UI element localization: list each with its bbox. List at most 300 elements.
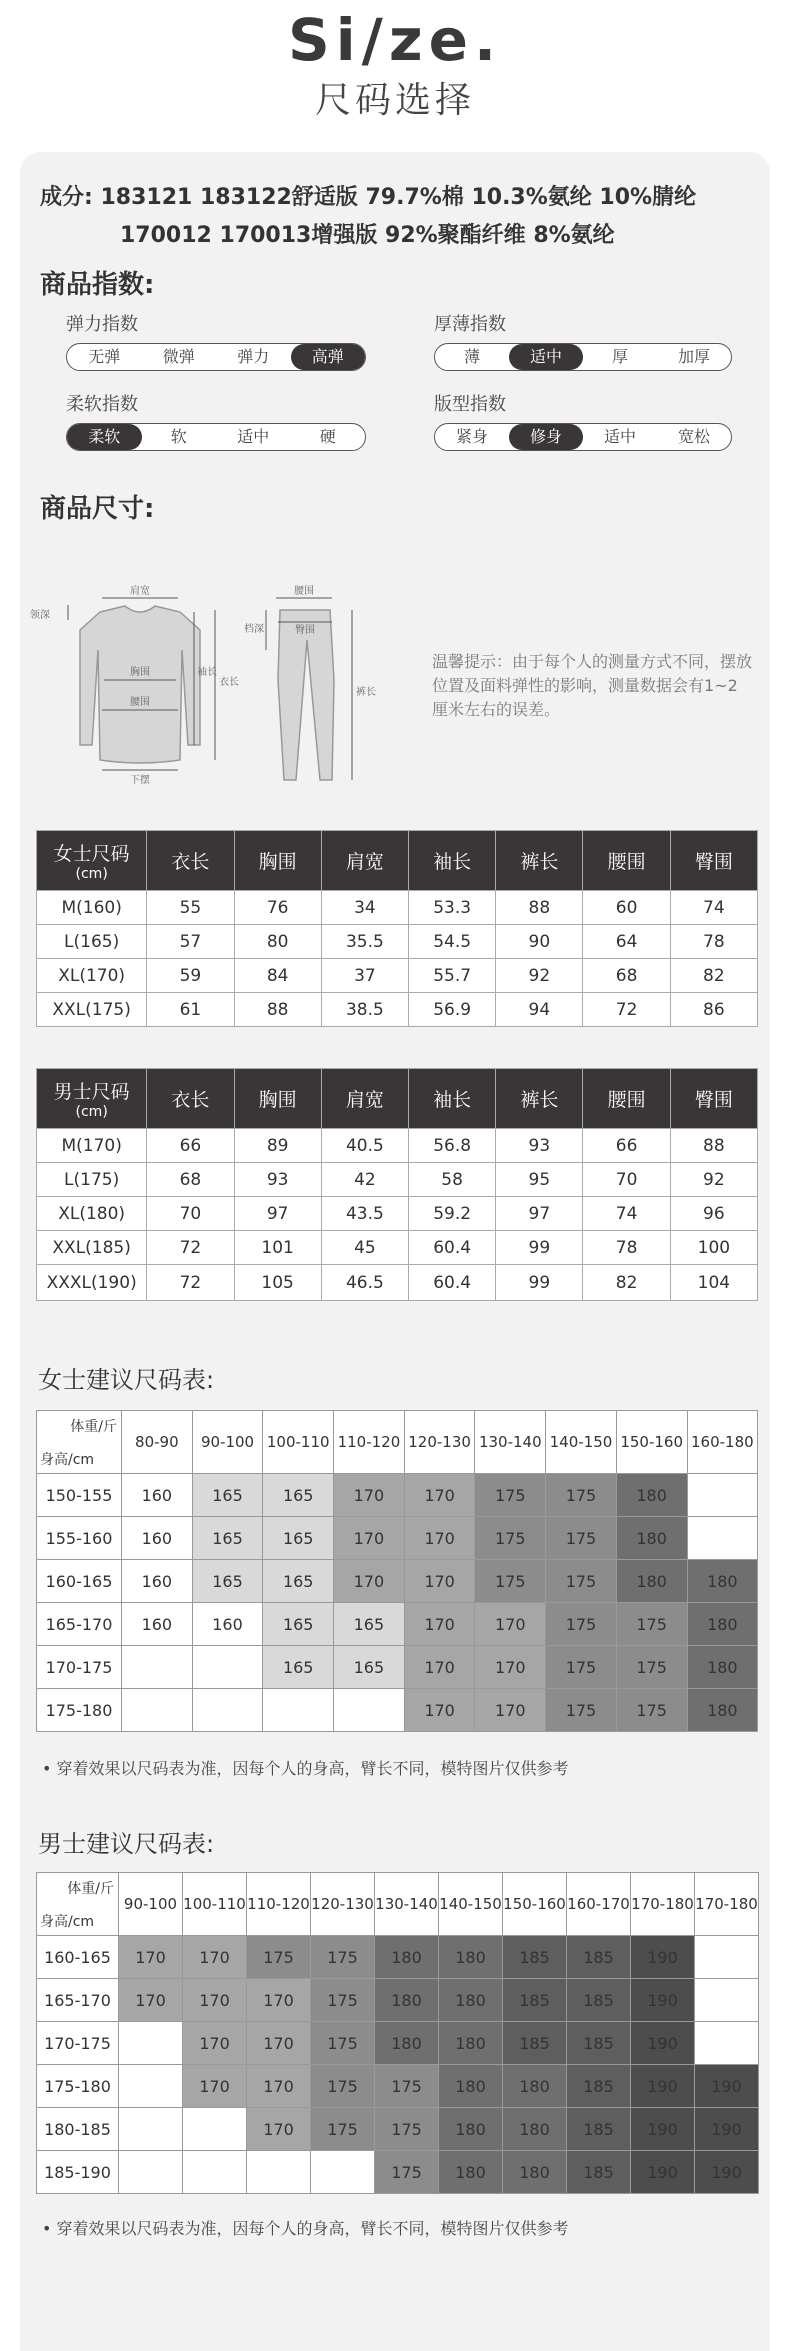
composition-line-2: 170012 170013增强版 92%聚酯纤维 8%氨纶 [120, 223, 615, 248]
rec-size-cell: 190 [631, 2151, 695, 2194]
diagram-label-waist: 腰围 [130, 697, 150, 708]
height-label: 175-180 [37, 2065, 119, 2108]
table-cell: 60 [583, 891, 670, 925]
rec-size-cell: 180 [503, 2065, 567, 2108]
table-cell: 100 [670, 1231, 757, 1265]
diagram-label-chest: 胸围 [130, 667, 150, 678]
table-cell: 70 [147, 1197, 234, 1231]
column-header: 肩宽 [321, 831, 408, 891]
rec-size-cell: 170 [183, 1979, 247, 2022]
table-cell: 104 [670, 1265, 757, 1301]
height-label: 170-175 [37, 2022, 119, 2065]
table-cell: 74 [583, 1197, 670, 1231]
thickness-option-selected: 适中 [509, 344, 583, 370]
rec-corner-cell [37, 1411, 122, 1474]
rec-size-cell: 175 [311, 1936, 375, 1979]
table-cell: 60.4 [409, 1231, 496, 1265]
fit-scale [434, 423, 732, 451]
column-header: 臀围 [670, 831, 757, 891]
table-row [37, 925, 758, 959]
column-header: 胸围 [234, 831, 321, 891]
rec-row [37, 1517, 758, 1560]
rec-size-cell [695, 2022, 759, 2065]
table-cell: 68 [147, 1163, 234, 1197]
table-cell: 99 [496, 1265, 583, 1301]
table-cell: 97 [496, 1197, 583, 1231]
rec-size-cell: 180 [439, 2108, 503, 2151]
rec-size-cell: 175 [247, 1936, 311, 1979]
rec-size-cell: 180 [503, 2151, 567, 2194]
rec-size-cell: 175 [546, 1517, 617, 1560]
shirt-outline [80, 606, 200, 763]
men-rec-title: 男士建议尺码表: [38, 1830, 215, 1858]
weight-header: 130-140 [475, 1411, 546, 1474]
rec-size-cell: 165 [263, 1646, 334, 1689]
table-cell: 42 [321, 1163, 408, 1197]
table-cell: 72 [147, 1265, 234, 1301]
fit-label: 版型指数 [434, 394, 506, 415]
weight-header: 160-180 [687, 1411, 758, 1474]
rec-header-row [37, 1411, 758, 1474]
rec-size-cell: 175 [546, 1560, 617, 1603]
rec-row [37, 2151, 759, 2194]
softness-option: 适中 [237, 427, 270, 446]
rec-size-cell: 170 [334, 1474, 405, 1517]
rec-size-cell [247, 2151, 311, 2194]
diagram-label-shoulder: 肩宽 [130, 586, 150, 597]
rec-size-cell: 175 [375, 2108, 439, 2151]
rec-size-cell: 175 [475, 1560, 546, 1603]
table-cell: 57 [147, 925, 234, 959]
table-cell: L(165) [37, 925, 147, 959]
rec-row [37, 1603, 758, 1646]
table-cell: XXL(175) [37, 993, 147, 1027]
rec-size-cell: 175 [311, 1979, 375, 2022]
rec-size-cell: 175 [546, 1474, 617, 1517]
thickness-option: 薄 [463, 347, 480, 366]
height-label: 175-180 [37, 1689, 122, 1732]
rec-size-cell: 175 [616, 1646, 687, 1689]
rec-size-cell: 185 [567, 2065, 631, 2108]
rec-size-cell: 185 [503, 2022, 567, 2065]
rec-size-cell: 165 [263, 1517, 334, 1560]
rec-size-cell: 170 [404, 1603, 475, 1646]
table-cell: 88 [670, 1129, 757, 1163]
table-row [37, 1265, 758, 1301]
table-cell: 88 [234, 993, 321, 1027]
table-cell: 90 [496, 925, 583, 959]
table-row [37, 1129, 758, 1163]
table-cell: 84 [234, 959, 321, 993]
size-table-header-row [37, 1069, 758, 1129]
rec-size-cell: 190 [631, 2108, 695, 2151]
rec-size-cell: 180 [439, 2022, 503, 2065]
table-cell: 72 [147, 1231, 234, 1265]
weight-header: 110-120 [334, 1411, 405, 1474]
table-cell: 68 [583, 959, 670, 993]
men-rec-table [36, 1872, 759, 2194]
table-cell: 94 [496, 993, 583, 1027]
table-cell: 80 [234, 925, 321, 959]
table-cell: 66 [583, 1129, 670, 1163]
rec-size-cell [263, 1689, 334, 1732]
table-cell: 56.8 [409, 1129, 496, 1163]
rec-size-cell: 175 [546, 1689, 617, 1732]
rec-size-cell: 180 [375, 1936, 439, 1979]
diagram-label-hem: 下摆 [130, 775, 150, 786]
rec-size-cell: 160 [122, 1517, 193, 1560]
rec-corner [37, 1412, 121, 1473]
rec-size-cell [695, 1936, 759, 1979]
rec-size-cell: 160 [122, 1560, 193, 1603]
rec-size-cell: 180 [439, 1979, 503, 2022]
table-cell: 101 [234, 1231, 321, 1265]
rec-size-cell: 180 [616, 1517, 687, 1560]
rec-size-cell: 180 [375, 2022, 439, 2065]
table-cell: 59.2 [409, 1197, 496, 1231]
table-cell: 45 [321, 1231, 408, 1265]
rec-size-cell: 185 [567, 2022, 631, 2065]
rec-row [37, 2022, 759, 2065]
height-label: 180-185 [37, 2108, 119, 2151]
rec-row [37, 1474, 758, 1517]
rec-size-cell [119, 2065, 183, 2108]
rec-size-cell: 170 [475, 1646, 546, 1689]
table-cell: 78 [670, 925, 757, 959]
rec-size-cell: 180 [687, 1689, 758, 1732]
thickness-label: 厚薄指数 [434, 314, 506, 335]
table-cell: 38.5 [321, 993, 408, 1027]
elasticity-option: 无弹 [88, 347, 121, 366]
rec-size-cell: 170 [247, 2022, 311, 2065]
rec-size-cell: 170 [475, 1603, 546, 1646]
rec-size-cell: 170 [404, 1517, 475, 1560]
rec-size-cell: 180 [503, 2108, 567, 2151]
rec-size-cell: 175 [616, 1689, 687, 1732]
women-size-table [36, 830, 758, 1027]
table-cell: L(175) [37, 1163, 147, 1197]
rec-size-cell: 170 [183, 2065, 247, 2108]
rec-size-cell: 170 [247, 1979, 311, 2022]
size-header-unit: (cm) [75, 866, 108, 882]
table-row [37, 1197, 758, 1231]
table-cell: 82 [670, 959, 757, 993]
garment-measurement-diagram [30, 570, 410, 790]
rec-size-cell: 160 [122, 1474, 193, 1517]
rec-size-cell: 175 [311, 2108, 375, 2151]
table-cell: 58 [409, 1163, 496, 1197]
rec-size-cell: 180 [439, 2151, 503, 2194]
height-label: 165-170 [37, 1603, 122, 1646]
rec-size-cell: 175 [475, 1517, 546, 1560]
rec-size-cell: 170 [183, 2022, 247, 2065]
page-subtitle: 尺码选择 [314, 80, 475, 121]
table-cell: 35.5 [321, 925, 408, 959]
rec-size-cell: 190 [695, 2065, 759, 2108]
rec-size-cell: 165 [334, 1603, 405, 1646]
rec-size-cell: 170 [404, 1474, 475, 1517]
rec-row [37, 2108, 759, 2151]
size-header-unit: (cm) [75, 1104, 108, 1120]
size-logo: Si/ze. [288, 6, 502, 74]
rec-size-cell: 170 [183, 1936, 247, 1979]
table-row [37, 993, 758, 1027]
rec-size-cell [183, 2151, 247, 2194]
height-label: 160-165 [37, 1560, 122, 1603]
table-cell: 43.5 [321, 1197, 408, 1231]
rec-size-cell: 175 [311, 2065, 375, 2108]
table-cell: 40.5 [321, 1129, 408, 1163]
diagram-label-pants-length: 裤长 [356, 687, 376, 698]
table-cell: 96 [670, 1197, 757, 1231]
rec-size-cell: 175 [311, 2022, 375, 2065]
table-cell: 93 [496, 1129, 583, 1163]
rec-corner [37, 1874, 118, 1935]
table-row [37, 891, 758, 925]
softness-label: 柔软指数 [66, 394, 138, 415]
column-header: 裤长 [496, 831, 583, 891]
rec-size-cell: 180 [439, 2065, 503, 2108]
column-header: 衣长 [147, 1069, 234, 1129]
rec-size-cell: 170 [334, 1517, 405, 1560]
table-cell: 46.5 [321, 1265, 408, 1301]
rec-size-cell: 170 [119, 1936, 183, 1979]
rec-size-cell: 175 [375, 2151, 439, 2194]
rec-corner-cell [37, 1873, 119, 1936]
table-cell: 56.9 [409, 993, 496, 1027]
elasticity-option: 微弹 [162, 347, 195, 366]
diagram-label-neck: 领深 [30, 610, 50, 621]
diagram-label-hip: 臀围 [295, 625, 315, 636]
rec-row [37, 1979, 759, 2022]
rec-size-cell: 170 [475, 1689, 546, 1732]
rec-row [37, 1936, 759, 1979]
weight-header: 110-120 [247, 1873, 311, 1936]
softness-scale [66, 423, 366, 451]
rec-row [37, 1646, 758, 1689]
table-cell: 93 [234, 1163, 321, 1197]
rec-size-cell [695, 1979, 759, 2022]
rec-size-cell: 165 [192, 1517, 263, 1560]
fit-option: 宽松 [677, 427, 710, 446]
rec-size-cell: 190 [631, 2065, 695, 2108]
weight-header: 100-110 [263, 1411, 334, 1474]
table-cell: XXL(185) [37, 1231, 147, 1265]
table-cell: 92 [670, 1163, 757, 1197]
weight-header: 130-140 [375, 1873, 439, 1936]
weight-header: 120-130 [311, 1873, 375, 1936]
table-cell: M(170) [37, 1129, 147, 1163]
table-cell: 61 [147, 993, 234, 1027]
table-cell: 92 [496, 959, 583, 993]
rec-size-cell: 170 [334, 1560, 405, 1603]
table-cell: 55.7 [409, 959, 496, 993]
weight-header: 90-100 [192, 1411, 263, 1474]
rec-size-cell: 175 [475, 1474, 546, 1517]
table-cell: 59 [147, 959, 234, 993]
softness-option: 软 [170, 427, 187, 446]
table-cell: 99 [496, 1231, 583, 1265]
page-header [0, 0, 790, 150]
size-table-header-row [37, 831, 758, 891]
diagram-label-rise: 档深 [244, 624, 264, 635]
corner-weight-label: 体重/斤 [70, 1418, 117, 1435]
rec-size-cell: 185 [567, 1979, 631, 2022]
table-cell: 105 [234, 1265, 321, 1301]
rec-size-cell [687, 1474, 758, 1517]
rec-size-cell [119, 2022, 183, 2065]
table-cell: 95 [496, 1163, 583, 1197]
rec-size-cell: 185 [567, 2108, 631, 2151]
rec-size-cell: 170 [404, 1560, 475, 1603]
size-header-main: 女士尺码 [53, 843, 130, 865]
rec-size-cell: 170 [247, 2065, 311, 2108]
dimensions-title: 商品尺寸: [40, 494, 155, 524]
table-cell: 55 [147, 891, 234, 925]
column-header: 腰围 [583, 831, 670, 891]
weight-header: 170-180 [695, 1873, 759, 1936]
size-header-main: 男士尺码 [53, 1081, 130, 1103]
diagram-label-waist2: 腰围 [294, 586, 314, 597]
indices-title: 商品指数: [40, 270, 155, 300]
thickness-option: 厚 [611, 347, 628, 366]
table-cell: 76 [234, 891, 321, 925]
table-cell: 37 [321, 959, 408, 993]
rec-row [37, 1689, 758, 1732]
table-row [37, 959, 758, 993]
elasticity-option: 弹力 [237, 347, 270, 366]
table-cell: XL(170) [37, 959, 147, 993]
rec-size-cell [192, 1646, 263, 1689]
rec-size-cell [311, 2151, 375, 2194]
rec-size-cell: 165 [192, 1474, 263, 1517]
softness-option: 硬 [319, 427, 336, 446]
table-row [37, 1163, 758, 1197]
men-rec-note: • 穿着效果以尺码表为准，因每个人的身高，臂长不同，模特图片仅供参考 [42, 2219, 569, 2238]
diagram-label-sleeve: 袖长 [197, 667, 217, 678]
column-header: 袖长 [409, 1069, 496, 1129]
weight-header: 100-110 [183, 1873, 247, 1936]
corner-weight-label: 体重/斤 [67, 1880, 114, 1897]
weight-header: 140-150 [439, 1873, 503, 1936]
height-label: 155-160 [37, 1517, 122, 1560]
softness-option-selected: 柔软 [67, 424, 142, 450]
height-label: 170-175 [37, 1646, 122, 1689]
column-header: 袖长 [409, 831, 496, 891]
table-cell: M(160) [37, 891, 147, 925]
table-cell: XL(180) [37, 1197, 147, 1231]
table-cell: 34 [321, 891, 408, 925]
column-header: 衣长 [147, 831, 234, 891]
rec-size-cell: 190 [631, 1979, 695, 2022]
rec-size-cell: 180 [616, 1474, 687, 1517]
rec-size-cell: 165 [192, 1560, 263, 1603]
column-header: 裤长 [496, 1069, 583, 1129]
rec-size-cell: 170 [404, 1689, 475, 1732]
table-cell: 82 [583, 1265, 670, 1301]
rec-size-cell: 185 [503, 1936, 567, 1979]
rec-size-cell: 165 [263, 1474, 334, 1517]
table-cell: 97 [234, 1197, 321, 1231]
rec-size-cell: 190 [695, 2151, 759, 2194]
height-label: 165-170 [37, 1979, 119, 2022]
rec-size-cell: 170 [119, 1979, 183, 2022]
men-size-table [36, 1068, 758, 1301]
rec-size-cell: 170 [404, 1646, 475, 1689]
rec-size-cell [183, 2108, 247, 2151]
rec-size-cell [122, 1689, 193, 1732]
rec-size-cell: 160 [122, 1603, 193, 1646]
rec-row [37, 2065, 759, 2108]
weight-header: 150-160 [503, 1873, 567, 1936]
weight-header: 80-90 [122, 1411, 193, 1474]
weight-header: 120-130 [404, 1411, 475, 1474]
rec-row [37, 1560, 758, 1603]
rec-size-cell: 165 [263, 1560, 334, 1603]
rec-size-cell: 180 [687, 1560, 758, 1603]
rec-size-cell: 190 [631, 2022, 695, 2065]
women-rec-note-text: 穿着效果以尺码表为准，因每个人的身高，臂长不同，模特图片仅供参考 [56, 1759, 569, 1778]
table-cell: 74 [670, 891, 757, 925]
rec-size-cell [192, 1689, 263, 1732]
composition-line-1: 成分: 183121 183122舒适版 79.7%棉 10.3%氨纶 10%腈纶 [40, 185, 697, 210]
table-cell: 89 [234, 1129, 321, 1163]
thickness-scale [434, 343, 732, 371]
table-cell: 72 [583, 993, 670, 1027]
table-cell: 54.5 [409, 925, 496, 959]
table-row [37, 1231, 758, 1265]
fit-option: 适中 [603, 427, 636, 446]
rec-size-cell: 165 [263, 1603, 334, 1646]
rec-size-cell: 180 [616, 1560, 687, 1603]
rec-size-cell: 165 [334, 1646, 405, 1689]
rec-size-cell: 185 [567, 2151, 631, 2194]
rec-size-cell [119, 2108, 183, 2151]
rec-size-cell: 185 [503, 1979, 567, 2022]
elasticity-label: 弹力指数 [66, 314, 138, 335]
fit-option-selected: 修身 [509, 424, 583, 450]
women-rec-note: • 穿着效果以尺码表为准，因每个人的身高，臂长不同，模特图片仅供参考 [42, 1759, 569, 1778]
corner-height-label: 身高/cm [40, 1913, 95, 1930]
column-header: 肩宽 [321, 1069, 408, 1129]
rec-size-cell: 180 [687, 1603, 758, 1646]
table-cell: 86 [670, 993, 757, 1027]
column-header: 臀围 [670, 1069, 757, 1129]
diagram-label-length: 衣长 [219, 677, 239, 688]
rec-size-cell [687, 1517, 758, 1560]
size-header-cell [37, 1069, 147, 1129]
rec-size-cell: 175 [375, 2065, 439, 2108]
rec-header-row [37, 1873, 759, 1936]
rec-size-cell [119, 2151, 183, 2194]
rec-size-cell: 175 [546, 1646, 617, 1689]
weight-header: 90-100 [119, 1873, 183, 1936]
rec-size-cell: 175 [546, 1603, 617, 1646]
table-cell: 70 [583, 1163, 670, 1197]
rec-size-cell: 180 [439, 1936, 503, 1979]
rec-size-cell: 160 [192, 1603, 263, 1646]
women-rec-title: 女士建议尺码表: [38, 1366, 215, 1394]
rec-size-cell: 170 [247, 2108, 311, 2151]
height-label: 185-190 [37, 2151, 119, 2194]
column-header: 胸围 [234, 1069, 321, 1129]
rec-size-cell [334, 1689, 405, 1732]
size-header-cell [37, 831, 147, 891]
rec-size-cell: 185 [567, 1936, 631, 1979]
rec-size-cell [122, 1646, 193, 1689]
table-cell: 66 [147, 1129, 234, 1163]
fit-option: 紧身 [455, 427, 488, 446]
